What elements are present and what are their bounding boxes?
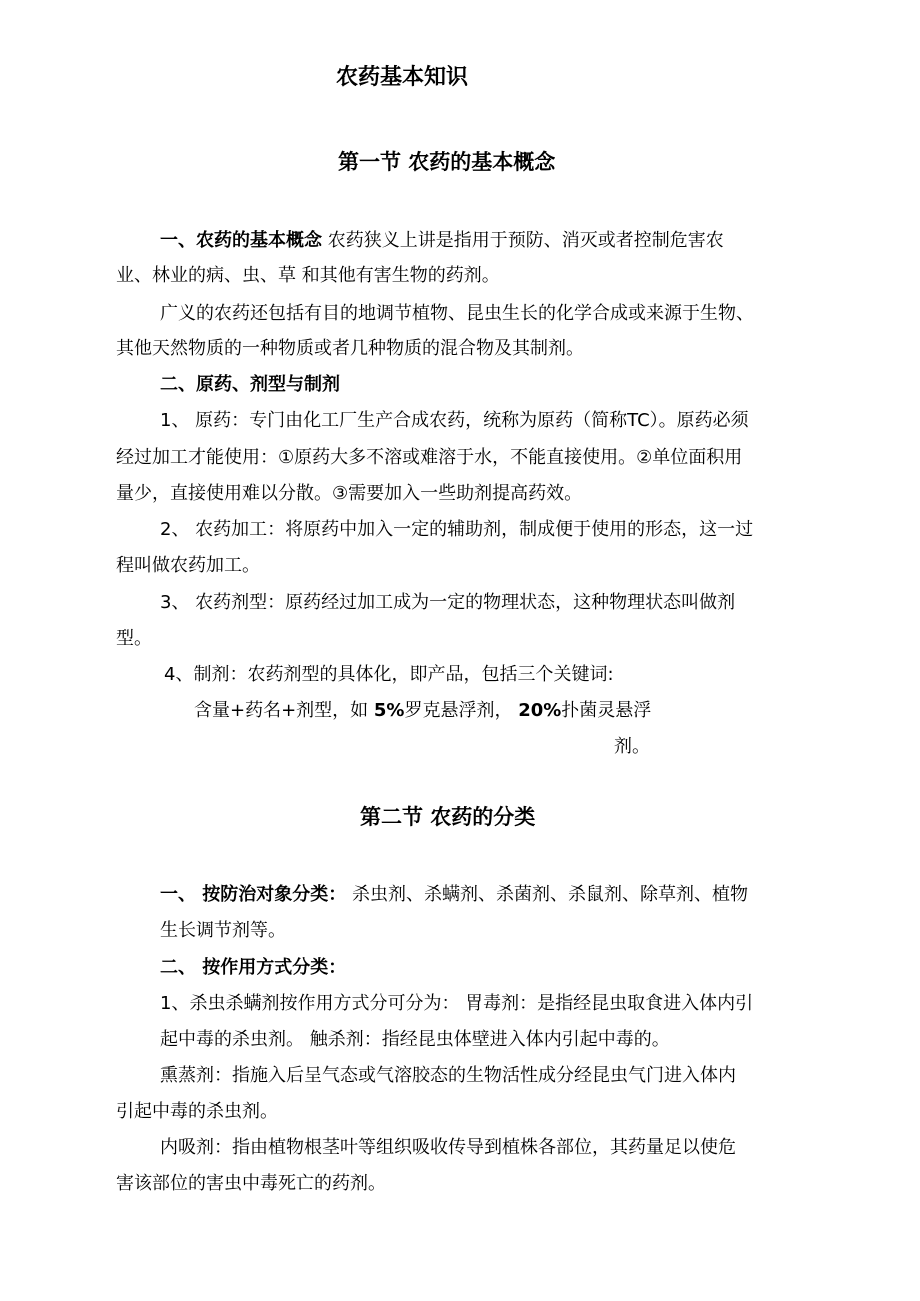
document-title: 农药基本知识 xyxy=(336,65,469,90)
item-4-line-1: 4、制剂：农药剂型的具体化，即产品，包括三个关键词: xyxy=(164,664,614,685)
paragraph-1-label: 一、农药的基本概念 xyxy=(160,230,322,251)
section-2-heading: 第二节 农药的分类 xyxy=(360,805,536,829)
paragraph-1-line-2: 业、林业的病、虫、草 和其他有害生物的药剂。 xyxy=(116,265,500,286)
item-4-text-e: 扑菌灵悬浮 xyxy=(561,700,652,721)
item-4-line-3: 剂。 xyxy=(614,736,650,757)
category-2-item-1-line-1: 1、杀虫杀螨剂按作用方式分可分为： 胃毒剂：是指经昆虫取食进入体内引 xyxy=(160,993,754,1014)
item-1-line-1: 1、 原药：专门由化工厂生产合成农药，统称为原药（简称TC）。原药必须 xyxy=(160,410,749,431)
section-1-heading: 第一节 农药的基本概念 xyxy=(338,150,556,174)
category-1-text: 杀虫剂、杀螨剂、杀菌剂、杀鼠剂、除草剂、植物 xyxy=(346,884,748,905)
item-4-line-2 xyxy=(194,699,651,723)
fumigant-line-1: 熏蒸剂：指施入后呈气态或气溶胶态的生物活性成分经昆虫气门进入体内 xyxy=(160,1065,736,1086)
item-4-percent-2: 20% xyxy=(518,700,562,721)
item-3-line-1: 3、 农药剂型：原药经过加工成为一定的物理状态，这种物理状态叫做剂 xyxy=(160,592,736,613)
category-1-label: 一、 按防治对象分类： xyxy=(160,884,347,905)
subsection-2-heading: 二、原药、剂型与制剂 xyxy=(160,374,340,395)
paragraph-2-line-1: 广义的农药还包括有目的地调节植物、昆虫生长的化学合成或来源于生物、 xyxy=(160,303,754,324)
item-2-line-1: 2、 农药加工：将原药中加入一定的辅助剂，制成便于使用的形态，这一过 xyxy=(160,519,754,540)
item-4-percent-1: 5% xyxy=(373,700,405,721)
paragraph-2-line-2: 其他天然物质的一种物质或者几种物质的混合物及其制剂。 xyxy=(116,338,584,359)
fumigant-line-2: 引起中毒的杀虫剂。 xyxy=(116,1101,278,1122)
paragraph-1-text: 农药狭义上讲是指用于预防、消灭或者控制危害农 xyxy=(322,230,724,251)
item-4-text-a: 含量+药名+剂型，如 xyxy=(194,700,374,721)
systemic-line-2: 害该部位的害虫中毒死亡的药剂。 xyxy=(116,1173,386,1194)
systemic-line-1: 内吸剂：指由植物根茎叶等组织吸收传导到植株各部位，其药量足以使危 xyxy=(160,1137,736,1158)
category-2-item-1-line-2: 起中毒的杀虫剂。 触杀剂：指经昆虫体壁进入体内引起中毒的。 xyxy=(160,1029,670,1050)
category-1-line-2: 生长调节剂等。 xyxy=(160,920,286,941)
item-1-line-2: 经过加工才能使用：①原药大多不溶或难溶于水，不能直接使用。②单位面积用 xyxy=(116,447,743,468)
paragraph-1-line-1 xyxy=(160,229,724,253)
category-1-line-1 xyxy=(160,883,748,907)
item-3-line-2: 型。 xyxy=(116,628,152,649)
category-2-heading: 二、 按作用方式分类： xyxy=(160,957,347,978)
item-2-line-2: 程叫做农药加工。 xyxy=(116,555,260,576)
item-4-text-c: 罗克悬浮剂， xyxy=(404,700,519,721)
item-1-line-3: 量少，直接使用难以分散。③需要加入一些助剂提高药效。 xyxy=(116,483,583,504)
